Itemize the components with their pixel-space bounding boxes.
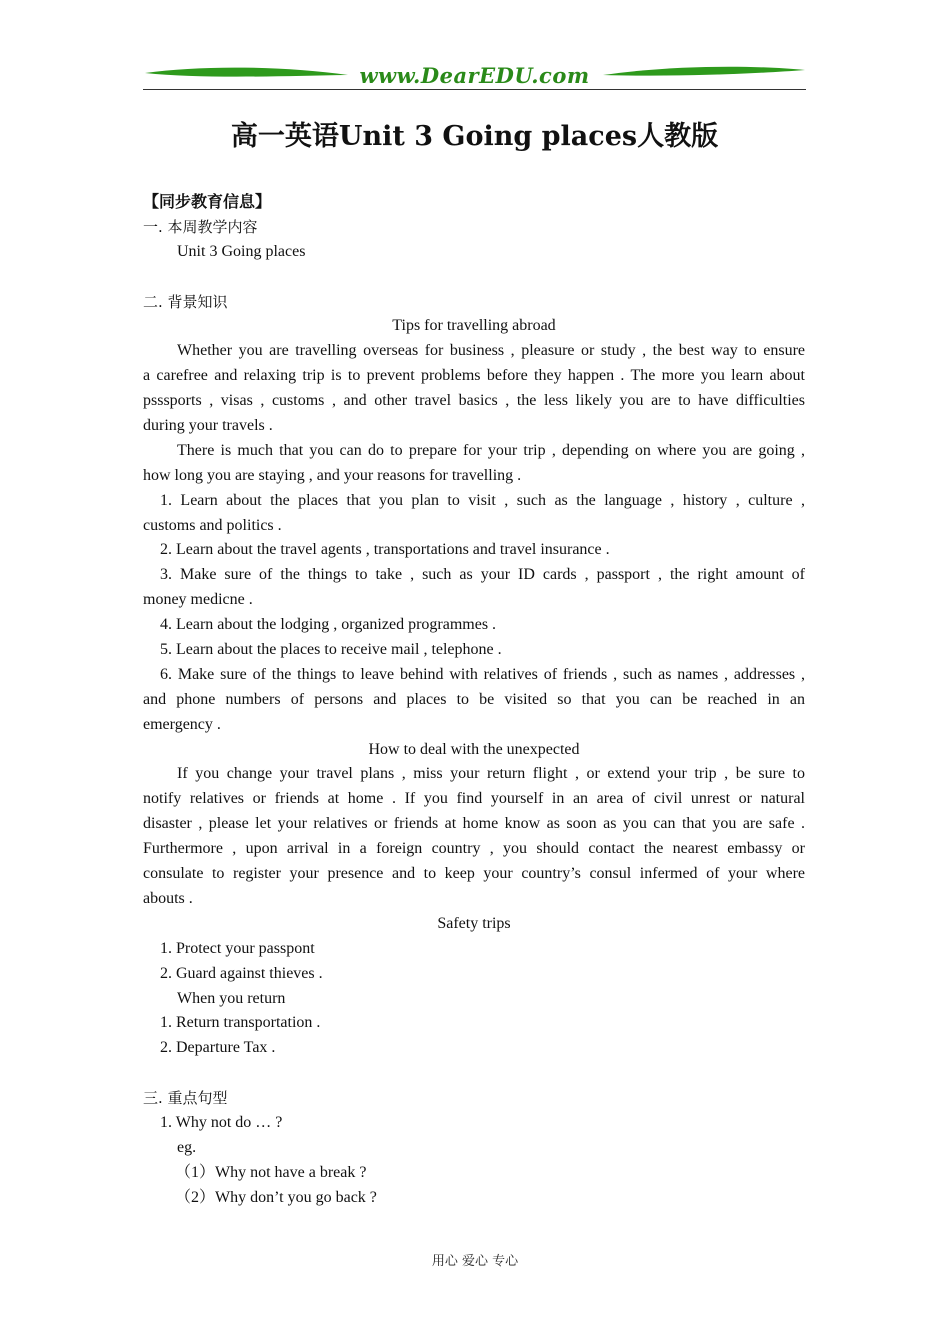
list-item: 1. Protect your passpont bbox=[160, 939, 315, 957]
list-item: 2. Departure Tax . bbox=[160, 1039, 276, 1057]
example-label: eg. bbox=[177, 1138, 197, 1156]
list-item: 5. Learn about the places to receive mail , telephone . bbox=[160, 641, 502, 659]
paragraph-line: consulate to register your presence and to keep your country’s consul infermed of your where bbox=[143, 865, 805, 883]
paragraph-line: a carefree and relaxing trip is to prevent problems before they happen . The more you learn about bbox=[143, 367, 805, 385]
return-heading: When you return bbox=[177, 989, 286, 1007]
site-logo-text: www.DearEDU.com bbox=[359, 63, 590, 88]
header-rule bbox=[143, 89, 806, 90]
sentence-pattern: 1. Why not do … ? bbox=[160, 1113, 283, 1131]
spacer bbox=[143, 265, 805, 290]
list-item: 2. Learn about the travel agents , transportations and travel insurance . bbox=[160, 541, 610, 559]
paragraph-line: abouts . bbox=[143, 889, 193, 907]
page-title: 高一英语Unit 3 Going places人教版 bbox=[230, 121, 719, 152]
paragraph-line: Whether you are travelling overseas for business , pleasure or study , the best way to ensure bbox=[177, 342, 805, 360]
paragraph-line: notify relatives or friends at home . If you find yourself in an area of civil unrest or natural bbox=[143, 790, 805, 808]
list-item: 1. Return transportation . bbox=[160, 1014, 321, 1032]
paragraph-line: psssports , visas , customs , and other travel basics , the less likely you are to have difficulties bbox=[143, 392, 805, 410]
section-heading: 【同步教育信息】 bbox=[143, 192, 272, 211]
paragraph-line: There is much that you can do to prepare for your trip , depending on where you are going , bbox=[177, 441, 805, 459]
subtitle-unexpected: How to deal with the unexpected bbox=[368, 740, 580, 758]
example-sentence: （1）Why not have a break ? bbox=[175, 1163, 367, 1181]
list-item: 3. Make sure of the things to take , such as your ID cards , passport , the right amount of bbox=[160, 566, 805, 584]
section2-label: 二. 背景知识 bbox=[143, 292, 228, 311]
spacer bbox=[143, 1061, 805, 1086]
section3-label: 三. 重点句型 bbox=[143, 1089, 228, 1108]
paragraph-line: disaster , please let your relatives or friends at home know as soon as you can that you are safe . bbox=[143, 815, 805, 833]
list-item: 1. Learn about the places that you plan to visit , such as the language , history , culture , bbox=[160, 491, 805, 509]
list-item: 2. Guard against thieves . bbox=[160, 964, 323, 982]
list-item: 4. Learn about the lodging , organized programmes . bbox=[160, 616, 497, 634]
list-item-continued: emergency . bbox=[143, 715, 221, 733]
page-footer: 用心 爱心 专心 bbox=[431, 1254, 519, 1269]
paragraph-line: how long you are staying , and your reasons for travelling . bbox=[143, 466, 522, 484]
paragraph-line: Furthermore , upon arrival in a foreign country , you should contact the nearest embassy or bbox=[143, 840, 805, 858]
subtitle-safety: Safety trips bbox=[437, 914, 511, 932]
section1-label: 一. 本周教学内容 bbox=[143, 217, 258, 236]
list-item-continued: and phone numbers of persons and places to be visited so that you can be reached in an bbox=[143, 690, 805, 708]
document-body bbox=[143, 190, 805, 1211]
example-sentence: （2）Why don’t you go back ? bbox=[175, 1188, 377, 1206]
page-header bbox=[143, 62, 806, 92]
unit-name: Unit 3 Going places bbox=[177, 242, 306, 260]
paragraph-line: If you change your travel plans , miss your return flight , or extend your trip , be sure to bbox=[177, 765, 805, 783]
list-item-continued: customs and politics . bbox=[143, 516, 282, 534]
list-item-continued: money medicne . bbox=[143, 591, 253, 609]
subtitle-tips: Tips for travelling abroad bbox=[392, 317, 556, 335]
list-item: 6. Make sure of the things to leave behind with relatives of friends , such as names , addresses , bbox=[160, 665, 805, 683]
paragraph-line: during your travels . bbox=[143, 417, 273, 435]
